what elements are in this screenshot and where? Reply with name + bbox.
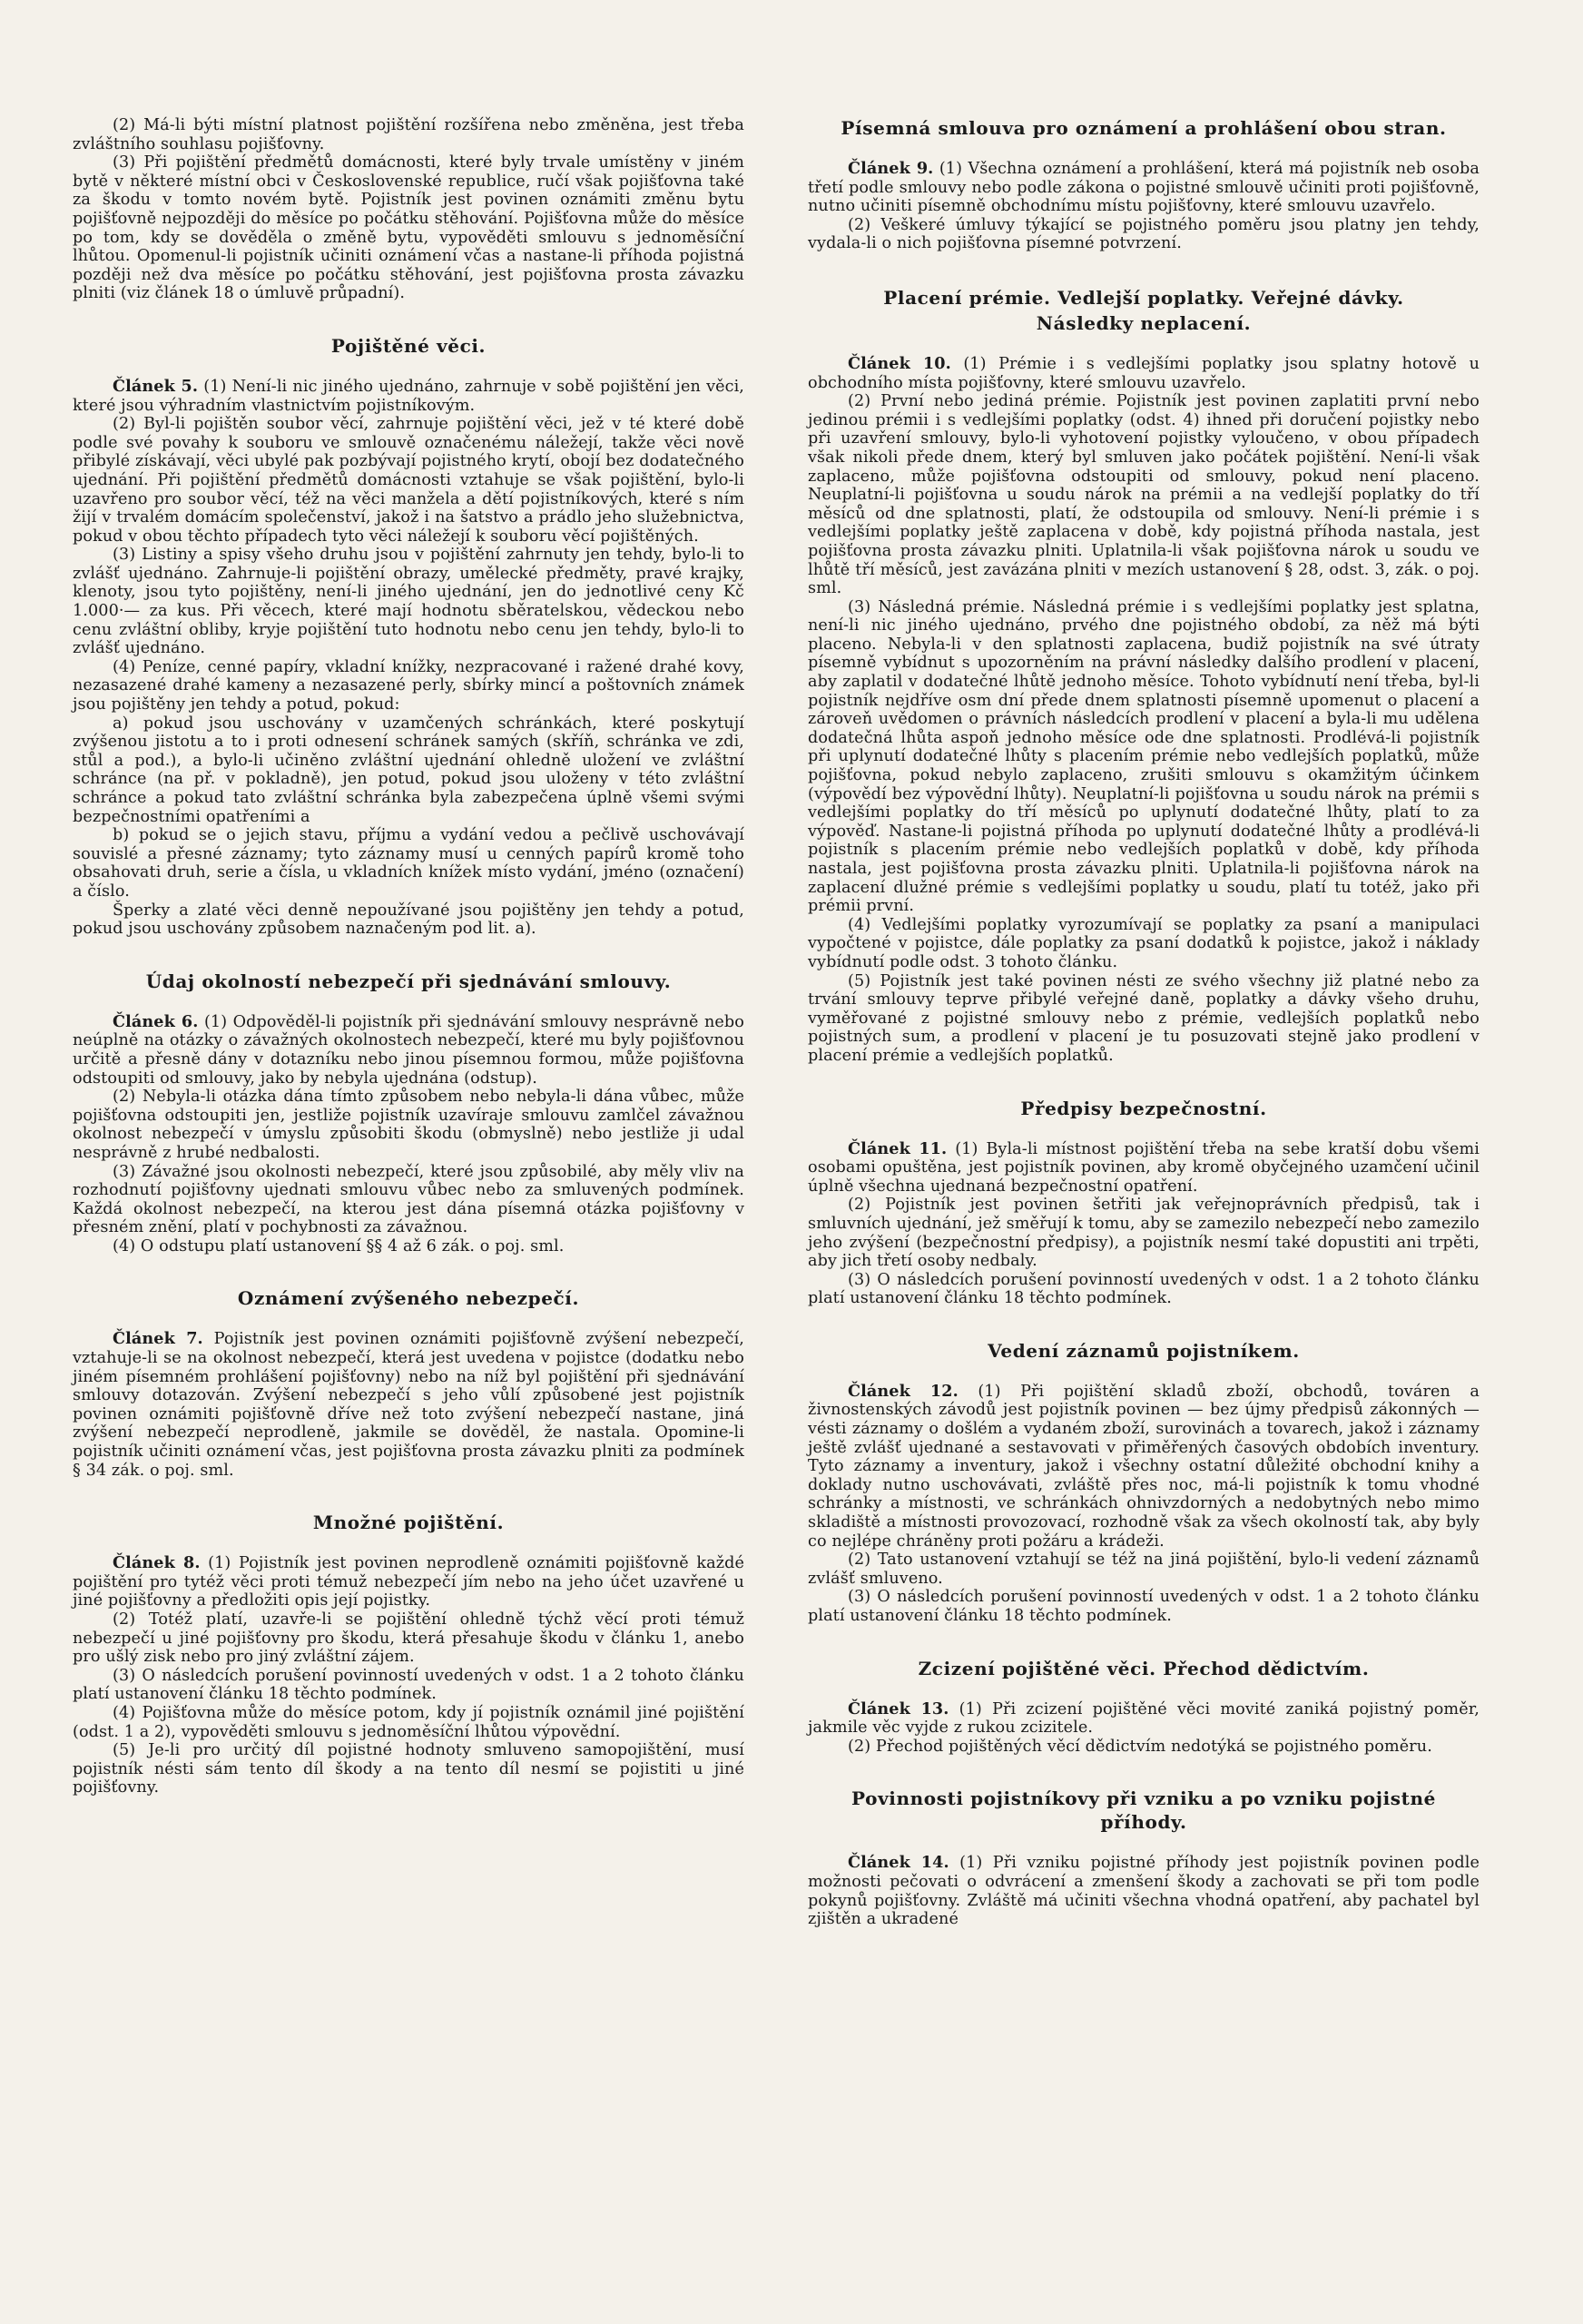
paragraph: (3) Závažné jsou okolnosti nebezpečí, které jsou způsobilé, aby měly vliv na rozhodnutí pojišťovny ujednati smlouvu vůbec nebo za smluvených podmínek. Každá okolnost nebezpečí, na kterou jest dána písemná otázka pojišťovny v přesném znění, platí v pochybnosti za závažnou.: [73, 1162, 744, 1237]
paragraph: Článek 5. (1) Není-li nic jiného ujednáno, zahrnuje v sobě pojištění jen věci, které jsou výhradním vlastnictvím pojistníkovým.: [73, 376, 744, 415]
section-heading-multiple-insurance: Množné pojištění.: [312, 1512, 505, 1534]
paragraph: Článek 6. (1) Odpověděl-li pojistník při sjednávání smlouvy nesprávně nebo neúplně na otázky o závažných okolnostech nebezpečí, které mu byly pojišťovnou určitě a přesně dány v dotazníku nebo jinou písemnou formou, může pojišťovna odstoupiti od smlouvy, jako by nebyla ujednána (odstup).: [73, 1011, 744, 1088]
paragraph: Článek 11. (1) Byla-li místnost pojištění třeba na sebe kratší dobu všemi osobami opuštěna, jest pojistník povinen, aby kromě obyčejného uzamčení učinil úplně všechna ujednaná bezpečnostní opatření.: [808, 1138, 1480, 1196]
section-heading-risk-disclosure: Údaj okolností nebezpečí při sjednávání smlouvy.: [145, 970, 672, 992]
section-heading-alienation: Zcizení pojištěné věci. Přechod dědictvím.: [918, 1657, 1370, 1679]
paragraph: (3) O následcích porušení povinností uvedených v odst. 1 a 2 tohoto článku platí ustanovení článku 18 těchto podmínek.: [73, 1666, 744, 1704]
paragraph: Článek 12. (1) Při pojištění skladů zboží, obchodů, továren a živnostenských závodů jest pojistník povinen — bez újmy předpisů zákonných — vésti záznamy o došlém a vydaném zboží, surovinách a tovarech, jakož i záznamy ještě zvlášť ujednané a sestavovati v přiměřených časových obdobích inventury. Tyto záznamy a inventury, jakož i všechny ostatní důležité obchodní knihy a doklady nutno uschovávati, zvláště přes noc, má-li pojistník k tomu vhodné schránky a místnosti, ve schránkách ohnivzdorných a nedobytných nebo mimo skladiště a místnosti provozovací, rozhodně však za všech okolností tak, aby byly co nejlépe chráněny proti požáru a krádeži.: [808, 1381, 1480, 1551]
article-label: Článek 10.: [848, 353, 951, 373]
paragraph: (3) Při pojištění předmětů domácnosti, které byly trvale umístěny v jiném bytě v některé místní obci v Československé republice, ručí však pojišťovna také za škodu v tomto novém bytě. Pojistník jest povinen oznámiti změnu bytu pojišťovně nejpozději do měsíce po počátku stěhování. Pojišťovna může do měsíce po tom, kdy se dověděla o změně bytu, vypověděti smlouvu s jednoměsíční lhůtou. Opomenul-li pojistník učiniti oznámení včas a nastane-li příhoda pojistná později než dva měsíce po počátku stěhování, jest pojišťovna prosta závazku plniti (viz článek 18 o úmluvě průpadní).: [73, 153, 744, 303]
paragraph: (4) Vedlejšími poplatky vyrozumívají se poplatky za psaní a manipulaci vypočtené v pojistce, dále poplatky za psaní dodatků k pojistce, jakož i náklady vybídnutí podle odst. 3 tohoto článku.: [808, 915, 1480, 971]
paragraph: (3) Následná prémie. Následná prémie i s vedlejšími poplatky jest splatna, není-li nic jiného ujednáno, prvého dne pojistného období, za něž má býti placeno. Nebyla-li v den splatnosti zaplacena, budiž pojistník na své útraty písemně vybídnut s upozorněním na právní následky dalšího prodlení v placení, aby zaplatil v dodatečné lhůtě jednoho měsíce. Tohoto vybídnutí není třeba, byl-li pojistník nejdříve osm dní přede dnem splatnosti písemně upomenut o placení a zároveň uvědomen o právních následcích prodlení v placení a byla-li mu udělena dodatečná lhůta aspoň jednoho měsíce ode dne splatnosti. Prodlévá-li pojistník při uplynutí dodatečné lhůty s placením prémie nebo vedlejších poplatků, může pojišťovna, pokud nebylo zaplaceno, zrušiti smlouvu s okamžitým účinkem (výpovědí bez výpovědní lhůty). Neuplatní-li pojišťovna u soudu nárok na prémii s vedlejšími poplatky do tří měsíců po uplynutí dodatečné lhůty, platí to za výpověď. Nastane-li pojistná příhoda po uplynutí dodatečné lhůty a prodlévá-li pojistník s placením prémie nebo vedlejších poplatků v době, kdy příhoda nastala, jest pojišťovna prosta závazku plniti. Uplatnila-li pojišťovna nárok na zaplacení dlužné prémie s vedlejšími poplatky u soudu, platí tu totéž, jako při prémii první.: [808, 597, 1480, 916]
left-column: [73, 116, 744, 1797]
paragraph: Článek 13. (1) Při zcizení pojištěné věci movité zaniká pojistný poměr, jakmile věc vyjde z rukou zcizitele.: [808, 1699, 1480, 1738]
article-label: Článek 7.: [113, 1329, 203, 1349]
paragraph: a) pokud jsou uschovány v uzamčených schránkách, které poskytují zvýšenou jistotu a to i proti odnesení schránek samých (skříň, schránka ve zdi, stůl a pod.), a bylo-li učiněno zvláštní ujednání ohledně uložení ve zvláštní schránce (na př. v pokladně), jen potud, pokud jsou uloženy v této zvláštní schránce a pokud tato zvláštní schránka byla zabezpečena úplně všemi svými bezpečnostními opatřeními a: [73, 714, 744, 826]
article-label: Článek 13.: [848, 1699, 949, 1718]
article-label: Článek 8.: [113, 1553, 201, 1573]
paragraph: Článek 10. (1) Prémie i s vedlejšími poplatky jsou splatny hotově u obchodního místa pojišťovny, které smlouvu uzavřelo.: [808, 353, 1480, 392]
paragraph: (4) O odstupu platí ustanovení §§ 4 až 6 zák. o poj. sml.: [113, 1236, 565, 1256]
paragraph: (3) Listiny a spisy všeho druhu jsou v pojištění zahrnuty jen tehdy, bylo-li to zvlášť ujednáno. Zahrnuje-li pojištění obrazy, umělecké předměty, pravé krajky, klenoty, jsou tyto pojištěny, není-li jiného ujednání, jen do jednotlivé ceny Kč 1.000·— za kus. Při věcech, které mají hodnotu sběratelskou, vědeckou nebo cenu zvláštní obliby, kryje pojištění tuto hodnotu nebo cenu jen tehdy, bylo-li to zvlášť ujednáno.: [73, 546, 744, 658]
section-heading-record-keeping: Vedení záznamů pojistníkem.: [988, 1339, 1300, 1362]
article-label: Článek 6.: [113, 1011, 199, 1031]
paragraph: (4) Pojišťovna může do měsíce potom, kdy jí pojistník oznámil jiné pojištění (odst. 1 a 2), vypověděti smlouvu s jednoměsíční lhůtou výpovědní.: [73, 1703, 744, 1741]
section-heading-increased-risk: Oznámení zvýšeného nebezpečí.: [237, 1287, 580, 1310]
paragraph: (2) Byl-li pojištěn soubor věcí, zahrnuje pojištění věci, jež v té které době podle své povahy k souboru ve smlouvě označenému náležejí, takže věci nově přibylé získávají, věci ubylé pak pozbývají pojistného krytí, obojí bez dodatečného ujednání. Při pojištění předmětů domácnosti vztahuje se však pojištění, bylo-li uzavřeno pro soubor věcí, též na věci manžela a dětí pojistníkových, které s ním žijí v trvalém domácím společenství, jakož i na šatstvo a prádlo jeho služebnictva, pokud v obou těchto případech tyto věci náležejí k souboru věcí pojištěných.: [73, 415, 744, 546]
section-heading-safety-rules: Předpisy bezpečnostní.: [1020, 1097, 1267, 1119]
article-label: Článek 5.: [113, 376, 199, 396]
section-heading-premium-payment: Placení prémie. Vedlejší poplatky. Veřejné dávky.: [883, 286, 1404, 309]
paragraph: Článek 8. (1) Pojistník jest povinen neprodleně oznámiti pojišťovně každé pojištění pro tytéž věci proti témuž nebezpečí jím nebo na jeho účet uzavřené u jiné pojišťovny a předložiti opis její pojistky.: [73, 1553, 744, 1610]
paragraph: (2) Totéž platí, uzavře-li se pojištění ohledně týchž věcí proti témuž nebezpečí u jiné pojišťovny pro škodu, která přesahuje škodu v článku 1, anebo pro ušlý zisk nebo pro jiný zvláštní zájem.: [73, 1610, 744, 1667]
paragraph: Článek 9. (1) Všechna oznámení a prohlášení, která má pojistník neb osoba třetí podle smlouvy nebo podle zákona o pojistné smlouvě učiniti proti pojišťovně, nutno učiniti písemně obchodnímu místu pojišťovny, které smlouvu uzavřelo.: [808, 159, 1480, 216]
paragraph: (3) O následcích porušení povinností uvedených v odst. 1 a 2 tohoto článku platí ustanovení článku 18 těchto podmínek.: [808, 1270, 1480, 1308]
section-heading-nonpayment: Následky neplacení.: [1036, 311, 1252, 334]
paragraph: (2) Přechod pojištěných věcí dědictvím nedotýká se pojistného poměru.: [848, 1737, 1432, 1756]
paragraph: Článek 14. (1) Při vzniku pojistné příhody jest pojistník povinen podle možnosti pečovati o odvrácení a zmenšení škody a zachovati se při tom podle pokynů pojišťovny. Zvláště má učiniti všechna vhodná opatření, aby pachatel byl zjištěn a ukradené: [808, 1853, 1480, 1929]
paragraph: b) pokud se o jejich stavu, příjmu a vydání vedou a pečlivě uschovávají souvislé a přesné záznamy; tyto záznamy musí u cenných papírů kromě toho obsahovati druh, serie a čísla, u vkladních knížek místo vydání, jméno (označení) a číslo.: [73, 826, 744, 901]
section-heading-insured-items: Pojištěné věci.: [330, 334, 487, 357]
paragraph: (5) Je-li pro určitý díl pojistné hodnoty smluveno samopojištění, musí pojistník nésti sám tento díl škody a na tento díl nesmí se pojistiti u jiné pojišťovny.: [73, 1741, 744, 1797]
paragraph: (2) První nebo jediná prémie. Pojistník jest povinen zaplatiti první nebo jedinou prémii i s vedlejšími poplatky (odst. 4) ihned při doručení pojistky nebo při uzavření smlouvy, bylo-li vyhotovení pojistky vyloučeno, v obou případech však nikoli přede dnem, který byl smluven jako počátek pojištění. Není-li však zaplaceno, může pojišťovna odstoupiti od smlouvy, pokud není placeno. Neuplatní-li pojišťovna u soudu nárok na prémii a na vedlejší poplatky do tří měsíců od dne splatnosti, platí, že odstoupila od smlouvy. Není-li prémie i s vedlejšími poplatky ještě zaplacena v době, kdy pojistná příhoda nastala, jest pojišťovna prosta závazku plniti. Uplatnila-li však pojišťovna nárok u soudu ve lhůtě tří měsíců, jest zavázána plniti v mezích ustanovení § 28, odst. 3, zák. o poj. sml.: [808, 392, 1480, 598]
paragraph: (4) Peníze, cenné papíry, vkladní knížky, nezpracované i ražené drahé kovy, nezasazené drahé kameny a nezasazené perly, sbírky mincí a poštovních známek jsou pojištěny jen tehdy a potud, pokud:: [73, 657, 744, 714]
paragraph: Šperky a zlaté věci denně nepoužívané jsou pojištěny jen tehdy a potud, pokud jsou uschovány způsobem naznačeným pod lit. a).: [73, 901, 744, 939]
section-heading-written-form: Písemná smlouva pro oznámení a prohlášení obou stran.: [841, 117, 1447, 139]
paragraph: (2) Tato ustanovení vztahují se též na jiná pojištění, bylo-li vedení záznamů zvlášť smluveno.: [808, 1551, 1480, 1588]
paragraph: (5) Pojistník jest také povinen nésti ze svého všechny již platné nebo za trvání smlouvy teprve přibylé veřejné daně, poplatky a dávky všeho druhu, vyměřované z pojistné smlouvy nebo z prémie, vedlejších poplatků nebo pojistných sum, a prodlení v placení je tu posuzovati stejně jako prodlení v placení prémie a vedlejších poplatků.: [808, 971, 1480, 1065]
paragraph: (2) Veškeré úmluvy týkající se pojistného poměru jsou platny jen tehdy, vydala-li o nich pojišťovna písemné potvrzení.: [808, 215, 1480, 253]
paragraph: (3) O následcích porušení povinností uvedených v odst. 1 a 2 tohoto článku platí ustanovení článku 18 těchto podmínek.: [808, 1588, 1480, 1625]
paragraph: (2) Má-li býti místní platnost pojištění rozšířena nebo změněna, jest třeba zvláštního souhlasu pojišťovny.: [73, 116, 744, 153]
article-label: Článek 12.: [848, 1381, 959, 1401]
article-label: Článek 11.: [848, 1138, 948, 1158]
right-column: [808, 116, 1480, 1929]
section-heading-obligations: Povinnosti pojistníkovy při vzniku a po vzniku pojistné příhody.: [851, 1787, 1436, 1834]
article-label: Článek 14.: [848, 1853, 949, 1873]
paragraph: (2) Pojistník jest povinen šetřiti jak veřejnoprávních předpisů, tak i smluvních ujednání, jež směřují k tomu, aby se zamezilo nebezpečí nebo zamezilo jeho zvýšení (bezpečnostní předpisy), a pojistník nesmí také dopustiti ani trpěti, aby jich třetí osoby nedbaly.: [808, 1196, 1480, 1271]
paragraph: (2) Nebyla-li otázka dána tímto způsobem nebo nebyla-li dána vůbec, může pojišťovna odstoupiti jen, jestliže pojistník uzavíraje smlouvu zamlčel závažnou okolnost nebezpečí v úmyslu způsobiti škodu (obmyslně) nebo jestliže ji udal nesprávně z hrubé nedbalosti.: [73, 1088, 744, 1162]
paragraph: Článek 7. Pojistník jest povinen oznámiti pojišťovně zvýšení nebezpečí, vztahuje-li se na okolnost nebezpečí, která jest uvedena v pojistce (dodatku nebo jiném písemném prohlášení pojišťovny) nebo na níž byl pojištění při sjednávání smlouvy dotazován. Zvýšení nebezpečí s jeho vůlí způsobené jest pojistník povinen oznámiti pojišťovně dříve než toto zvýšení nebezpečí nastane, jiná zvýšení nebezpečí neprodleně, jakmile se dověděl, že nastala. Opomine-li pojistník učiniti oznámení včas, jest pojišťovna prosta závazku plniti za podmínek § 34 zák. o poj. sml.: [73, 1329, 744, 1480]
article-label: Článek 9.: [848, 159, 934, 178]
